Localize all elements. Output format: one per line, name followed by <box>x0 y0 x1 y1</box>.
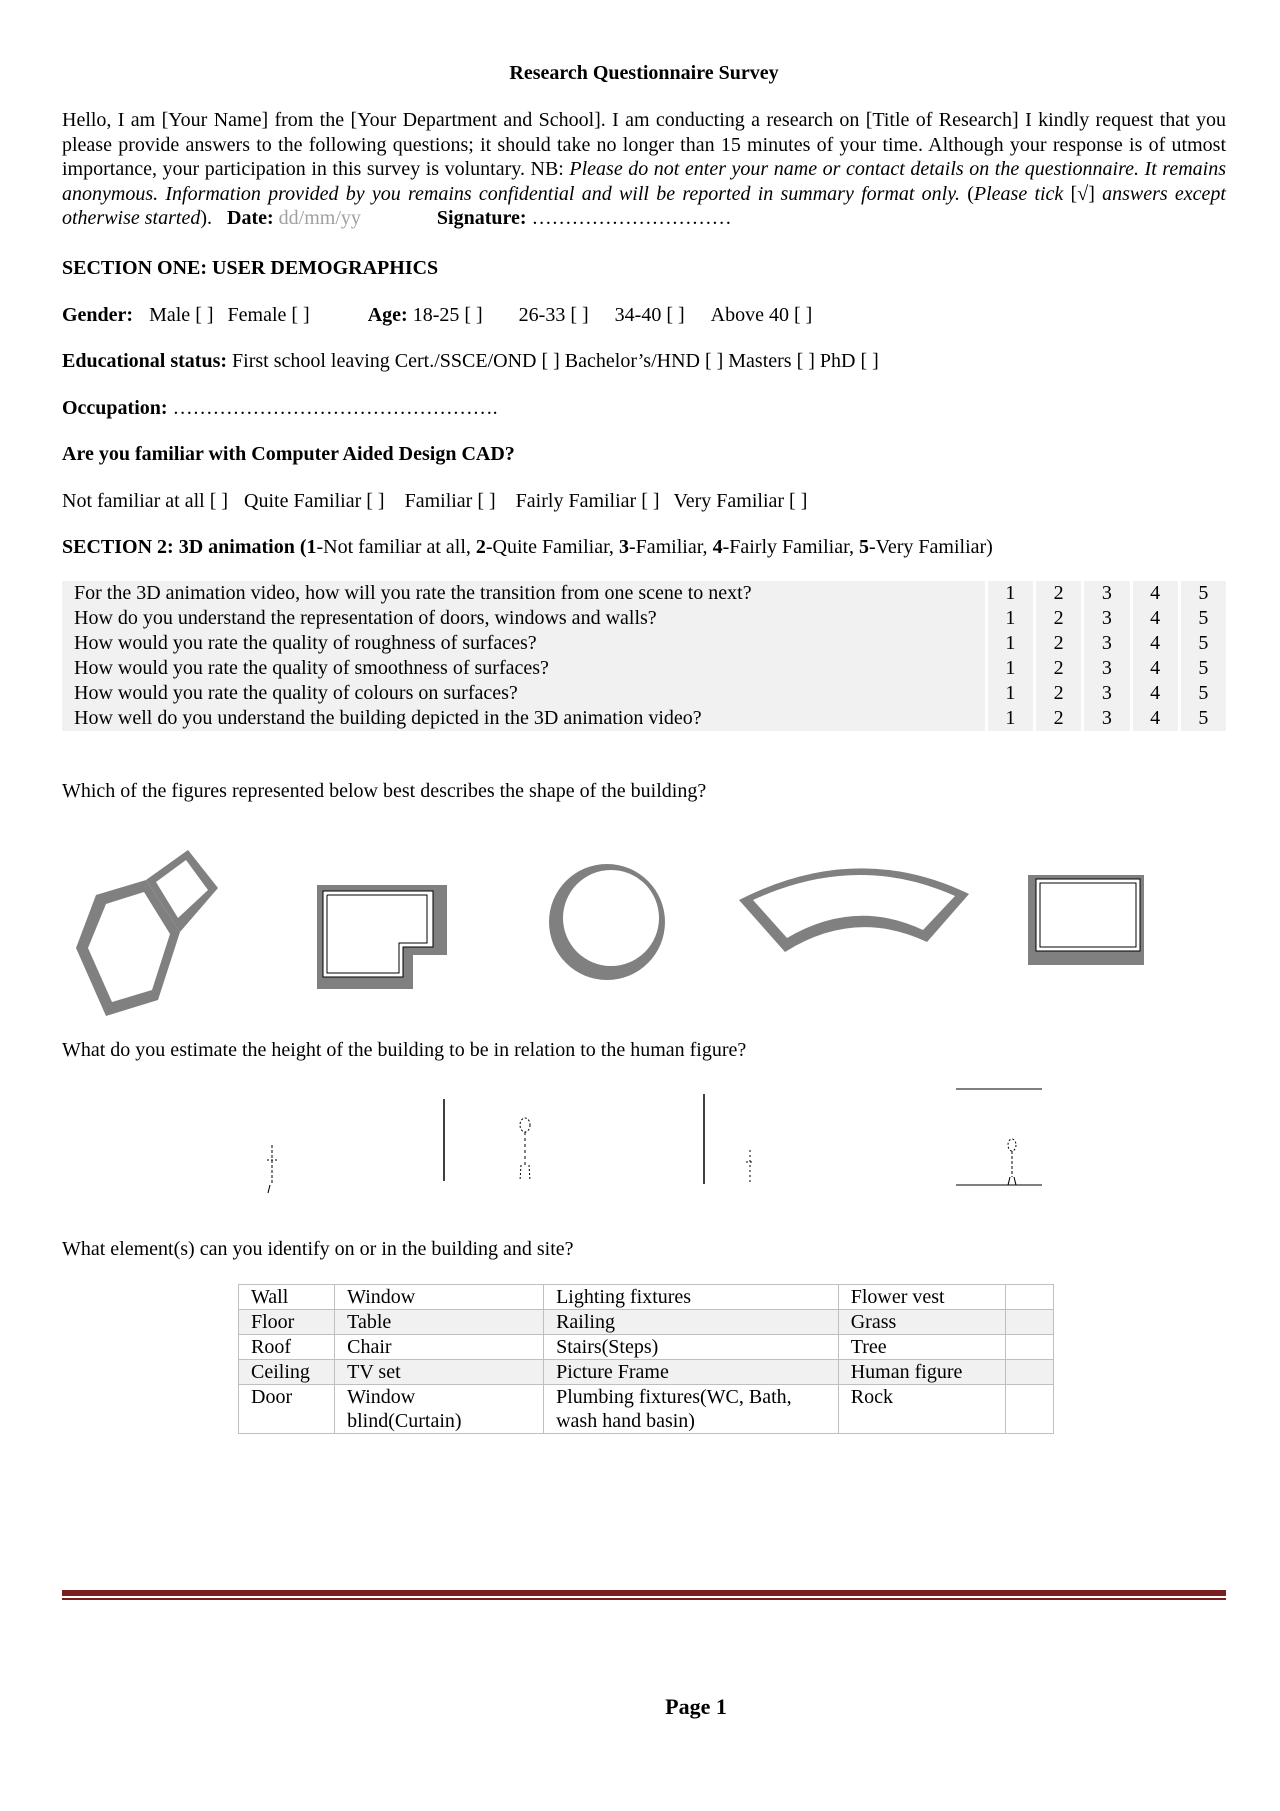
age-option-26-33[interactable]: 26-33 [ ] <box>518 304 589 326</box>
shape-question: Which of the figures represented below best describes the shape of the building? <box>62 780 707 802</box>
section1-heading: SECTION ONE: USER DEMOGRAPHICS <box>62 257 439 279</box>
gender-label: Gender: <box>62 304 134 326</box>
gender-age-row <box>62 304 812 327</box>
rating-option-2[interactable]: 2 <box>1033 706 1081 731</box>
cad-option-not-familiar[interactable]: Not familiar at all [ ] <box>62 490 229 512</box>
rating-option-2[interactable]: 2 <box>1033 581 1081 606</box>
gender-option-female[interactable]: Female [ ] <box>227 304 310 326</box>
rating-option-1[interactable]: 1 <box>985 631 1033 656</box>
element-item: Lighting fixtures <box>544 1285 839 1310</box>
page-title: Research Questionnaire Survey <box>509 62 779 84</box>
nb-note: Please do not enter your name or contact details on the questionnaire. It remains anonymous. Information provided by you remains confidential and will be reported in summary format only. <box>62 158 1227 205</box>
date-label: Date <box>227 207 267 229</box>
element-item: Window blind(Curtain) <box>335 1385 544 1434</box>
elements-table <box>238 1284 1054 1434</box>
rating-option-1[interactable]: 1 <box>985 581 1033 606</box>
education-label: Educational status: <box>62 350 228 372</box>
rating-option-4[interactable]: 4 <box>1130 706 1178 731</box>
section2-heading: SECTION 2: 3D animation (1-Not familiar at all, 2-Quite Familiar, 3-Familiar, 4-Fairly Familiar, 5-Very Familiar) <box>62 536 993 558</box>
rating-question: How well do you understand the building depicted in the 3D animation video? <box>62 706 985 731</box>
footer-rule-thin <box>62 1598 1226 1600</box>
intro-paragraph: Hello, I am [Your Name] from the [Your Department and School]. I am conducting a research on [Title of Research] I kindly request that you please provide answers to the following questions; it should take no longer than 15 minutes of your time. Although your response is of utmost importance, your participation in this survey is voluntary. NB: Please do not enter your name or contact details on the questionnaire. It remains anonymous. Information provided by you remains confidential and will be reported in summary format only. (Please tick [√] answers except otherwise started). Date: dd/mm/yy Signature: ………………………… <box>62 109 1227 229</box>
rating-option-4[interactable]: 4 <box>1130 631 1178 656</box>
element-item: Ceiling <box>239 1360 335 1385</box>
height-option-1[interactable] <box>257 1135 287 1195</box>
occupation-label: Occupation: <box>62 397 168 419</box>
height-options <box>62 1085 1226 1195</box>
rating-question: For the 3D animation video, how will you rate the transition from one scene to next? <box>62 581 985 606</box>
rating-option-5[interactable]: 5 <box>1178 606 1226 631</box>
element-item: Window <box>335 1285 544 1310</box>
cad-option-fairly-familiar[interactable]: Fairly Familiar [ ] <box>515 490 660 512</box>
age-option-above-40[interactable]: Above 40 [ ] <box>710 304 813 326</box>
elements-row <box>239 1385 1054 1434</box>
element-item: Picture Frame <box>544 1360 839 1385</box>
rating-row <box>62 606 1226 631</box>
rating-question: How do you understand the representation of doors, windows and walls? <box>62 606 985 631</box>
rating-option-4[interactable]: 4 <box>1130 681 1178 706</box>
age-option-18-25[interactable]: 18-25 [ ] <box>412 304 483 326</box>
rating-option-2[interactable]: 2 <box>1033 656 1081 681</box>
element-item: Flower vest <box>838 1285 1005 1310</box>
rating-question: How would you rate the quality of roughness of surfaces? <box>62 631 985 656</box>
rating-row <box>62 656 1226 681</box>
rating-option-2[interactable]: 2 <box>1033 681 1081 706</box>
shape-option-hexagon[interactable] <box>76 840 226 1020</box>
cad-option-quite-familiar[interactable]: Quite Familiar [ ] <box>244 490 385 512</box>
rating-option-5[interactable]: 5 <box>1178 706 1226 731</box>
shape-option-rectangle[interactable] <box>1028 875 1146 967</box>
elements-row <box>239 1285 1054 1310</box>
rating-option-5[interactable]: 5 <box>1178 581 1226 606</box>
element-tick-cell[interactable] <box>1005 1285 1053 1310</box>
cad-option-very-familiar[interactable]: Very Familiar [ ] <box>673 490 808 512</box>
rating-option-4[interactable]: 4 <box>1130 606 1178 631</box>
occupation-field[interactable]: …………………………………………. <box>172 397 498 419</box>
rating-option-3[interactable]: 3 <box>1081 581 1129 606</box>
element-item: Grass <box>838 1310 1005 1335</box>
rating-option-3[interactable]: 3 <box>1081 631 1129 656</box>
element-item: Roof <box>239 1335 335 1360</box>
rating-option-1[interactable]: 1 <box>985 606 1033 631</box>
rating-table <box>62 581 1226 731</box>
rating-option-3[interactable]: 3 <box>1081 606 1129 631</box>
rating-row <box>62 706 1226 731</box>
rating-question: How would you rate the quality of colours on surfaces? <box>62 681 985 706</box>
rating-row <box>62 681 1226 706</box>
rating-option-2[interactable]: 2 <box>1033 631 1081 656</box>
signature-label: Signature <box>436 207 520 229</box>
element-tick-cell[interactable] <box>1005 1360 1053 1385</box>
rating-option-3[interactable]: 3 <box>1081 656 1129 681</box>
element-item: Chair <box>335 1335 544 1360</box>
rating-option-5[interactable]: 5 <box>1178 681 1226 706</box>
rating-question: How would you rate the quality of smoothness of surfaces? <box>62 656 985 681</box>
shape-option-arc[interactable] <box>737 850 977 960</box>
gender-option-male[interactable]: Male [ ] <box>149 304 214 326</box>
elements-row <box>239 1335 1054 1360</box>
age-option-34-40[interactable]: 34-40 [ ] <box>614 304 685 326</box>
intro-text: Hello, I am [Your Name] from the [Your Department and School]. I am conducting a research on [Title of Research] I kindly request that you please provide answers to the following questions; it should take no longer than 15 minutes of your time. Although your response is of utmost importance, your participation in this survey is voluntary. NB: <box>62 109 1226 180</box>
element-tick-cell[interactable] <box>1005 1335 1053 1360</box>
elements-row <box>239 1360 1054 1385</box>
element-item: Railing <box>544 1310 839 1335</box>
rating-option-4[interactable]: 4 <box>1130 656 1178 681</box>
rating-option-3[interactable]: 3 <box>1081 706 1129 731</box>
footer-rule <box>62 1590 1226 1596</box>
element-item: Human figure <box>838 1360 1005 1385</box>
shape-option-l-shape[interactable] <box>317 885 457 995</box>
height-question: What do you estimate the height of the building to be in relation to the human figure? <box>62 1039 747 1061</box>
element-item: Stairs(Steps) <box>544 1335 839 1360</box>
age-label: Age: <box>367 304 408 326</box>
element-tick-cell[interactable] <box>1005 1310 1053 1335</box>
shape-options <box>62 830 1226 1020</box>
element-tick-cell[interactable] <box>1005 1385 1053 1434</box>
rating-option-4[interactable]: 4 <box>1130 581 1178 606</box>
rating-row <box>62 581 1226 606</box>
height-option-4[interactable] <box>948 1085 1048 1190</box>
cad-options-row <box>62 490 807 513</box>
element-item: Plumbing fixtures(WC, Bath, wash hand basin) <box>544 1385 839 1434</box>
rating-option-2[interactable]: 2 <box>1033 606 1081 631</box>
signature-field[interactable]: ………………………… <box>531 207 732 229</box>
rating-option-5[interactable]: 5 <box>1178 631 1226 656</box>
element-item: Door <box>239 1385 335 1434</box>
height-option-3[interactable] <box>694 1090 774 1190</box>
occupation-row <box>62 397 498 420</box>
rating-option-1[interactable]: 1 <box>985 706 1033 731</box>
rating-option-5[interactable]: 5 <box>1178 656 1226 681</box>
education-options[interactable]: First school leaving Cert./SSCE/OND [ ] Bachelor’s/HND [ ] Masters [ ] PhD [ ] <box>232 350 879 372</box>
cad-option-familiar[interactable]: Familiar [ ] <box>404 490 496 512</box>
date-field[interactable]: dd/mm/yy <box>278 207 361 229</box>
rating-option-1[interactable]: 1 <box>985 656 1033 681</box>
element-item: Rock <box>838 1385 1005 1434</box>
rating-option-3[interactable]: 3 <box>1081 681 1129 706</box>
rating-option-1[interactable]: 1 <box>985 681 1033 706</box>
element-item: Floor <box>239 1310 335 1335</box>
element-item: Wall <box>239 1285 335 1310</box>
height-option-2[interactable] <box>432 1095 552 1195</box>
elements-row <box>239 1310 1054 1335</box>
education-row <box>62 350 879 373</box>
element-item: TV set <box>335 1360 544 1385</box>
shape-option-circle[interactable] <box>547 860 672 985</box>
elements-question: What element(s) can you identify on or in the building and site? <box>62 1238 574 1260</box>
element-item: Tree <box>838 1335 1005 1360</box>
page-number: Page 1 <box>665 1694 727 1719</box>
cad-question: Are you familiar with Computer Aided Design CAD? <box>62 443 515 465</box>
rating-row <box>62 631 1226 656</box>
element-item: Table <box>335 1310 544 1335</box>
